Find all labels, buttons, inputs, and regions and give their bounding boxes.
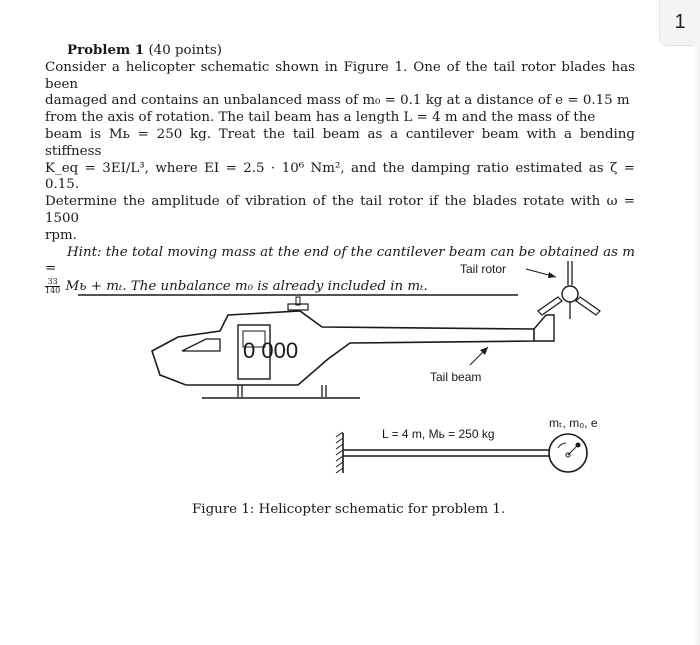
hint-frac-num: 33 [45, 278, 60, 287]
unbalance-mass [576, 443, 581, 448]
tail-rotor-blade-2 [576, 297, 600, 315]
tail-rotor-arrowhead [548, 272, 556, 278]
hint-text-1: the total moving mass at the end of the cantilever beam can be obtained as m = [45, 244, 636, 277]
helicopter-figure [60, 245, 640, 535]
problem-points: (40 points) [148, 43, 222, 58]
cockpit-window [182, 339, 220, 351]
tail-beam-label: Tail beam [430, 370, 482, 384]
hint-label: Hint: [67, 244, 102, 260]
scroll-edge [694, 45, 700, 645]
hint-text-2: Mь + mₜ. The unbalance m₀ is already included in mₜ. [65, 279, 428, 295]
tail-rotor-blade-1 [538, 297, 562, 315]
problem-title [67, 42, 635, 60]
problem-line-3: from the axis of rotation. The tail beam has a length L = 4 m and the mass of the [45, 110, 596, 126]
problem-line-5: K_eq = 3EI/L³, where EI = 2.5 · 10⁶ Nm², and the damping ratio estimated as ζ = 0.15. [45, 160, 635, 193]
page-number-badge [659, 0, 700, 46]
problem-line-6: Determine the amplitude of vibration of the tail rotor if the blades rotate with ω = 1500 [45, 194, 635, 226]
figure-caption: Figure 1: Helicopter schematic for problem 1. [192, 502, 506, 517]
problem-line-1: Consider a helicopter schematic shown in Figure 1. One of the tail rotor blades has been [45, 59, 635, 92]
mass-label: mₜ, m₀, e [549, 416, 598, 430]
wall-hatching [336, 432, 343, 473]
hint-fraction [45, 278, 60, 295]
tail-fin [534, 315, 554, 341]
problem-line-2: damaged and contains an unbalanced mass of m₀ = 0.1 kg at a distance of e = 0.15 m [45, 93, 630, 109]
beam-label: L = 4 m, Mь = 250 kg [382, 427, 495, 441]
window-row-text: 0 000 [243, 338, 299, 363]
hint-frac-den: 140 [45, 286, 61, 296]
problem-line-7: rpm. [45, 227, 77, 243]
tail-rotor-hub [562, 286, 578, 302]
problem-line-4: beam is Mь = 250 kg. Treat the tail beam as a cantilever beam with a bending stiffness [45, 126, 635, 159]
problem-heading: Problem 1 [67, 42, 145, 58]
page-number: 1 [674, 11, 686, 33]
tail-rotor-label: Tail rotor [460, 262, 507, 276]
